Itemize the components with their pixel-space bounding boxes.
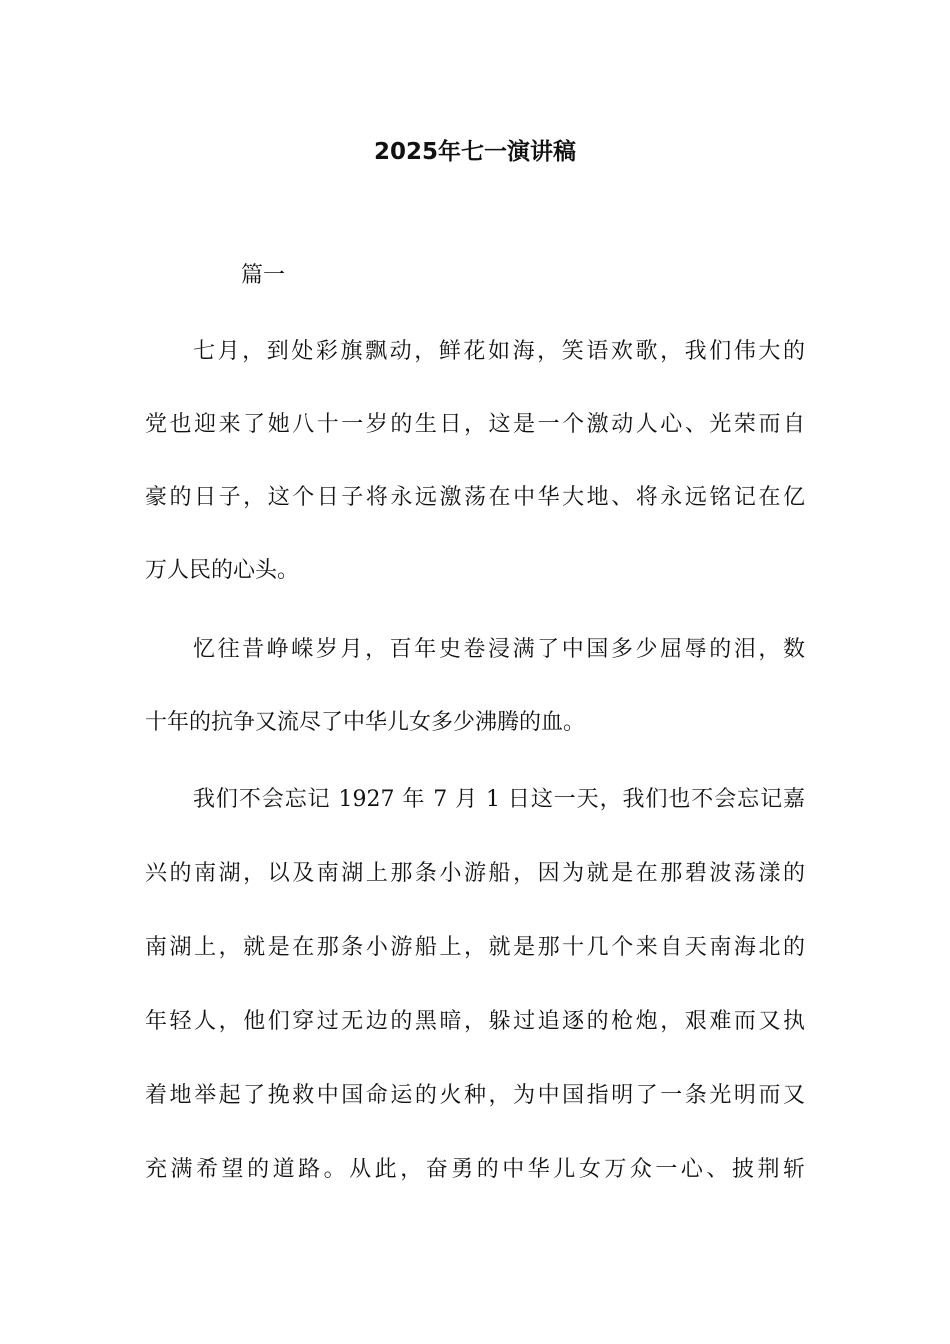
paragraph-line: 南湖上，就是在那条小游船上，就是那十几个来自天南海北的 <box>145 935 805 960</box>
paragraph-line: 七月，到处彩旗飘动，鲜花如海，笑语欢歌，我们伟大的 <box>193 339 805 364</box>
paragraph-line: 豪的日子，这个日子将永远激荡在中华大地、将永远铭记在亿 <box>145 485 805 510</box>
paragraph-line: 着地举起了挽救中国命运的火种，为中国指明了一条光明而又 <box>145 1083 805 1108</box>
paragraph-line: 忆往昔峥嵘岁月，百年史卷浸满了中国多少屈辱的泪，数 <box>193 637 805 662</box>
paragraph-line: 十年的抗争又流尽了中华儿女多少沸腾的血。 <box>145 710 586 735</box>
paragraph-line: 年轻人，他们穿过无边的黑暗，躲过追逐的枪炮，艰难而又执 <box>145 1009 805 1034</box>
paragraph-line: 万人民的心头。 <box>145 558 300 583</box>
paragraph-line: 充满希望的道路。从此，奋勇的中华儿女万众一心、披荆斩 <box>145 1157 805 1182</box>
section-heading: 篇一 <box>241 263 286 288</box>
document-title: 2025年七一演讲稿 <box>373 139 576 165</box>
paragraph-line: 党也迎来了她八十一岁的生日，这是一个激动人心、光荣而自 <box>145 412 805 437</box>
paragraph-line: 兴的南湖，以及南湖上那条小游船，因为就是在那碧波荡漾的 <box>145 861 805 886</box>
paragraph-line: 我们不会忘记 1927 年 7 月 1 日这一天，我们也不会忘记嘉 <box>193 787 805 812</box>
